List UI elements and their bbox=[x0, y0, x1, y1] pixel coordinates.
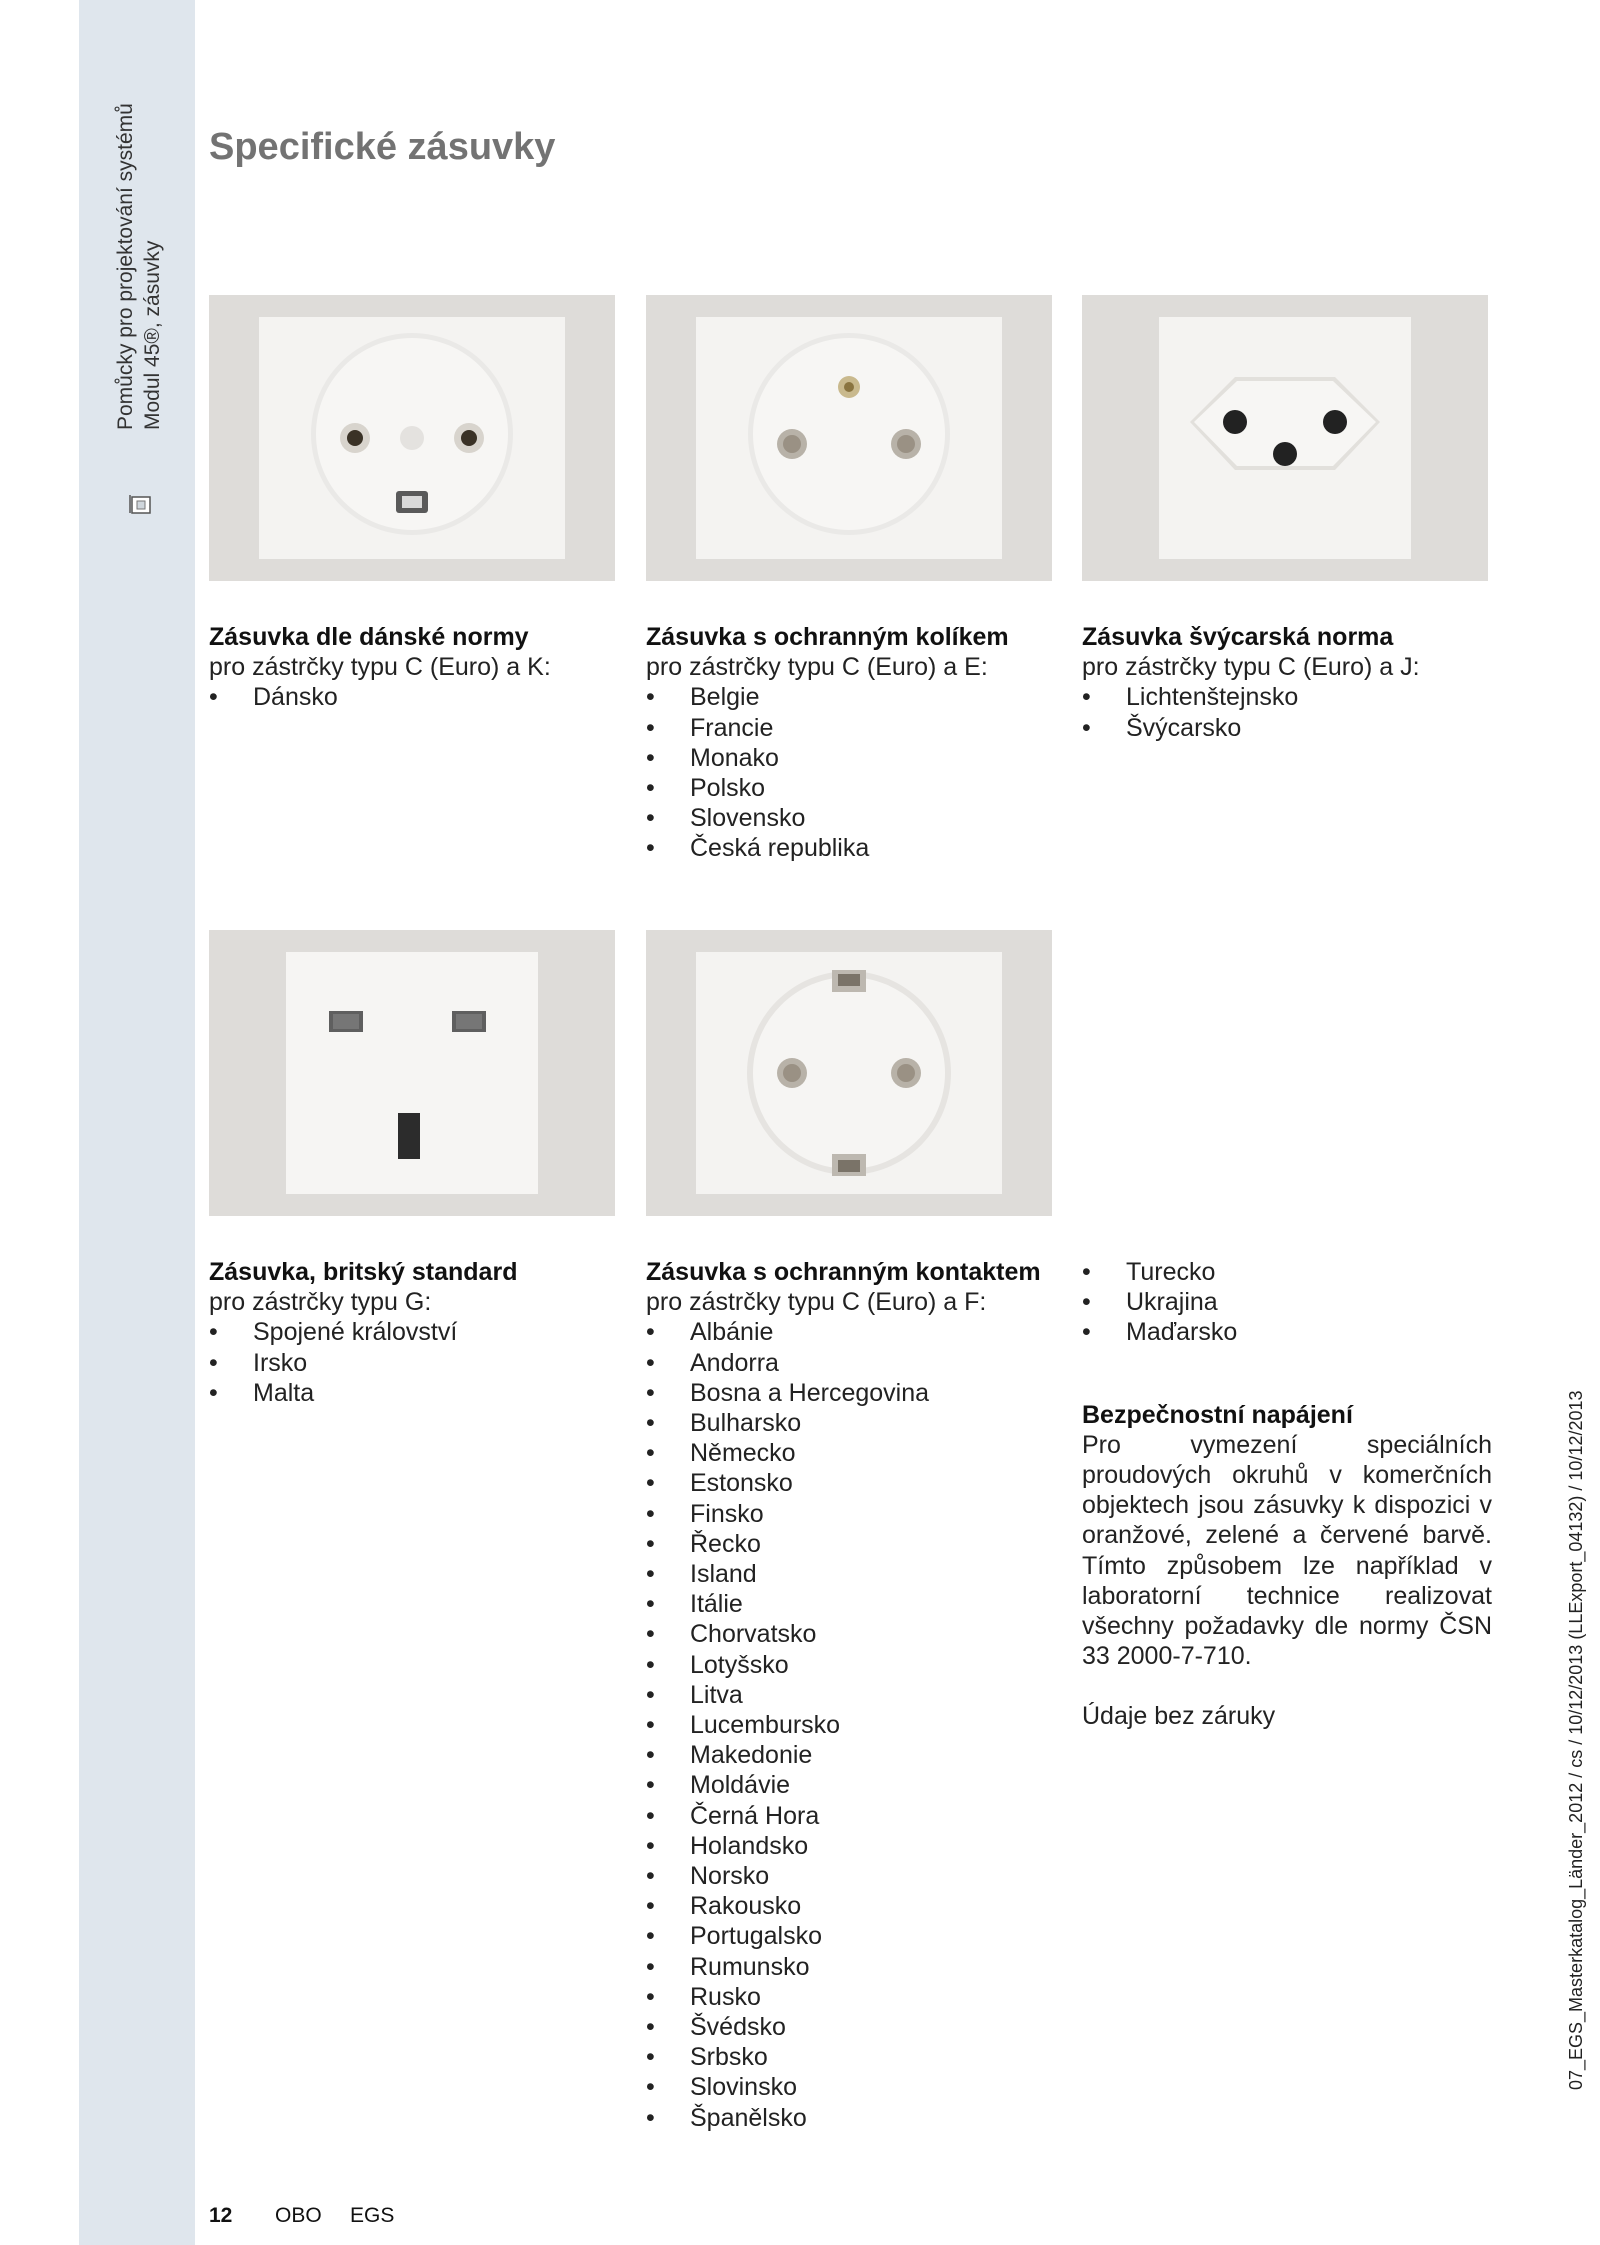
danish-heading: Zásuvka dle dánské normy bbox=[209, 623, 529, 651]
page-footer bbox=[209, 2204, 394, 2228]
list-item: • Portugalsko bbox=[646, 1921, 1056, 1951]
list-item: • Řecko bbox=[646, 1529, 1056, 1559]
safety-heading: Bezpečnostní napájení bbox=[1082, 1400, 1353, 1429]
list-item: • Maďarsko bbox=[1082, 1317, 1492, 1347]
list-item: • Spojené království bbox=[209, 1317, 619, 1347]
third-column-block bbox=[1082, 1257, 1492, 1732]
schuko-subtitle: pro zástrčky typu C (Euro) a F: bbox=[646, 1288, 987, 1317]
british-heading: Zásuvka, britský standard bbox=[209, 1258, 518, 1286]
disclaimer-text: Údaje bez záruky bbox=[1082, 1702, 1276, 1731]
list-item: • Dánsko bbox=[209, 682, 619, 712]
schuko-country-list-continued bbox=[1082, 1257, 1492, 1348]
swiss-heading: Zásuvka švýcarská norma bbox=[1082, 623, 1394, 651]
list-item: • Chorvatsko bbox=[646, 1619, 1056, 1649]
list-item: • Lucembursko bbox=[646, 1710, 1056, 1740]
list-item: • Makedonie bbox=[646, 1740, 1056, 1770]
list-item: • Irsko bbox=[209, 1348, 619, 1378]
list-item: • Island bbox=[646, 1559, 1056, 1589]
list-item: • Itálie bbox=[646, 1589, 1056, 1619]
safety-text: Pro vymezení speciálních proudových okruhů v komerčních objektech jsou zásuvky k dispozici v oranžové, zelené a červené barvě. Tímto způsobem lze například v laboratorní technice realizovat všechny požadavky dle normy ČSN 33 2000-7-710. bbox=[1082, 1430, 1492, 1671]
schuko-socket-photo bbox=[646, 930, 1052, 1216]
french-pin-socket-photo bbox=[646, 295, 1052, 581]
list-item: • Bosna a Hercegovina bbox=[646, 1378, 1056, 1408]
list-item: • Litva bbox=[646, 1680, 1056, 1710]
list-item: • Monako bbox=[646, 743, 1056, 773]
swiss-subtitle: pro zástrčky typu C (Euro) a J: bbox=[1082, 653, 1420, 682]
socket-module-icon bbox=[128, 491, 154, 517]
list-item: • Moldávie bbox=[646, 1770, 1056, 1800]
danish-subtitle: pro zástrčky typu C (Euro) a K: bbox=[209, 653, 551, 682]
british-country-list bbox=[209, 1317, 619, 1408]
schuko-heading: Zásuvka s ochranným kontaktem bbox=[646, 1258, 1041, 1286]
list-item: • Estonsko bbox=[646, 1468, 1056, 1498]
danish-socket-block bbox=[209, 622, 619, 713]
list-item: • Rusko bbox=[646, 1982, 1056, 2012]
list-item: • Černá Hora bbox=[646, 1801, 1056, 1831]
british-subtitle: pro zástrčky typu G: bbox=[209, 1288, 432, 1317]
list-item: • Švýcarsko bbox=[1082, 713, 1492, 743]
sidebar-line-1: Pomůcky pro projektování systémů bbox=[114, 103, 137, 430]
list-item: • Finsko bbox=[646, 1499, 1056, 1529]
danish-socket-photo bbox=[209, 295, 615, 581]
list-item: • Rakousko bbox=[646, 1891, 1056, 1921]
schuko-country-list bbox=[646, 1317, 1056, 2132]
product-name: EGS bbox=[350, 2204, 395, 2227]
swiss-socket-photo bbox=[1082, 295, 1488, 581]
swiss-country-list bbox=[1082, 682, 1492, 742]
sidebar-line-2: Modul 45®, zásuvky bbox=[141, 240, 164, 430]
list-item: • Lotyšsko bbox=[646, 1650, 1056, 1680]
swiss-socket-block bbox=[1082, 622, 1492, 743]
list-item: • Albánie bbox=[646, 1317, 1056, 1347]
list-item: • Slovensko bbox=[646, 803, 1056, 833]
list-item: • Bulharsko bbox=[646, 1408, 1056, 1438]
list-item: • Švédsko bbox=[646, 2012, 1056, 2042]
brand-name: OBO bbox=[275, 2204, 322, 2227]
list-item: • Španělsko bbox=[646, 2103, 1056, 2133]
list-item: • Srbsko bbox=[646, 2042, 1056, 2072]
list-item: • Turecko bbox=[1082, 1257, 1492, 1287]
page-title: Specifické zásuvky bbox=[209, 126, 556, 168]
list-item: • Andorra bbox=[646, 1348, 1056, 1378]
pin-socket-block bbox=[646, 622, 1056, 864]
list-item: • Francie bbox=[646, 713, 1056, 743]
list-item: • Belgie bbox=[646, 682, 1056, 712]
pin-subtitle: pro zástrčky typu C (Euro) a E: bbox=[646, 653, 988, 682]
list-item: • Malta bbox=[209, 1378, 619, 1408]
schuko-socket-block bbox=[646, 1257, 1056, 2133]
list-item: • Česká republika bbox=[646, 833, 1056, 863]
page-number: 12 bbox=[209, 2204, 233, 2227]
pin-country-list bbox=[646, 682, 1056, 863]
danish-country-list bbox=[209, 682, 619, 712]
list-item: • Polsko bbox=[646, 773, 1056, 803]
list-item: • Rumunsko bbox=[646, 1952, 1056, 1982]
list-item: • Holandsko bbox=[646, 1831, 1056, 1861]
list-item: • Slovinsko bbox=[646, 2072, 1056, 2102]
list-item: • Norsko bbox=[646, 1861, 1056, 1891]
list-item: • Ukrajina bbox=[1082, 1287, 1492, 1317]
list-item: • Lichtenštejnsko bbox=[1082, 682, 1492, 712]
british-socket-block bbox=[209, 1257, 619, 1408]
pin-heading: Zásuvka s ochranným kolíkem bbox=[646, 623, 1009, 651]
british-socket-photo bbox=[209, 930, 615, 1216]
list-item: • Německo bbox=[646, 1438, 1056, 1468]
